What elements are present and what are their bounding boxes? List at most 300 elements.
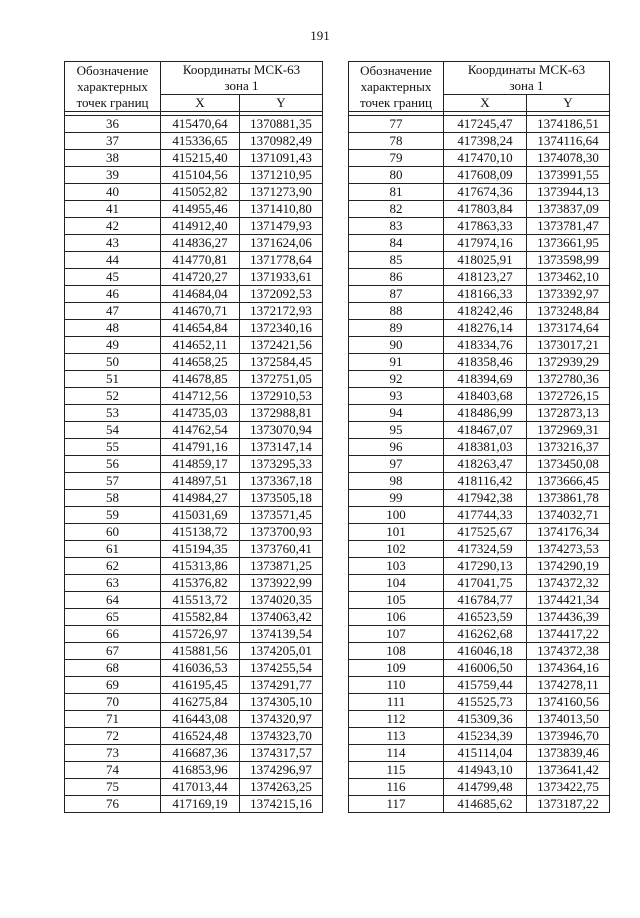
y-coordinate: 1373392,97 [527,286,610,303]
point-number: 42 [65,218,161,235]
point-label-line: характерных [360,78,432,94]
y-coordinate: 1374013,50 [527,711,610,728]
x-coordinate: 415309,36 [444,711,527,728]
x-coordinate: 415104,56 [161,167,240,184]
x-coordinate: 418467,07 [444,422,527,439]
table-row [65,694,323,711]
x-coordinate: 417169,19 [161,796,240,813]
point-number: 66 [65,626,161,643]
x-coordinate: 414685,62 [444,796,527,813]
y-coordinate: 1374255,54 [240,660,323,677]
y-coordinate: 1374372,38 [527,643,610,660]
point-number: 47 [65,303,161,320]
y-coordinate: 1374296,97 [240,762,323,779]
point-number: 64 [65,592,161,609]
table-row [65,201,323,218]
table-row [349,269,610,286]
table-row [65,405,323,422]
table-row [349,541,610,558]
coords-header [444,62,610,95]
table-row [65,524,323,541]
table-row [349,218,610,235]
table-row [349,745,610,762]
point-number: 92 [349,371,444,388]
x-coordinate: 415881,56 [161,643,240,660]
x-coordinate: 418381,03 [444,439,527,456]
y-coordinate: 1374160,56 [527,694,610,711]
point-number: 99 [349,490,444,507]
y-coordinate: 1371778,64 [240,252,323,269]
x-coordinate: 416046,18 [444,643,527,660]
table-row [349,150,610,167]
y-coordinate: 1374116,64 [527,133,610,150]
y-coordinate: 1374323,70 [240,728,323,745]
y-coordinate: 1374305,10 [240,694,323,711]
x-coordinate: 418123,27 [444,269,527,286]
table-row [65,456,323,473]
y-coordinate: 1373505,18 [240,490,323,507]
x-coordinate: 417041,75 [444,575,527,592]
y-coordinate: 1373450,08 [527,456,610,473]
point-label-line: характерных [77,78,148,94]
y-coordinate: 1372873,13 [527,405,610,422]
point-number: 43 [65,235,161,252]
x-coordinate: 418334,76 [444,337,527,354]
y-coordinate: 1373871,25 [240,558,323,575]
y-coordinate: 1371273,90 [240,184,323,201]
table-row [349,371,610,388]
table-row [349,796,610,813]
x-coordinate: 416784,77 [444,592,527,609]
table-row [65,490,323,507]
x-coordinate: 417974,16 [444,235,527,252]
table-row [65,660,323,677]
x-coordinate: 418025,91 [444,252,527,269]
point-number: 100 [349,507,444,524]
point-number: 106 [349,609,444,626]
x-coordinate: 415582,84 [161,609,240,626]
point-number: 102 [349,541,444,558]
y-coordinate: 1372172,93 [240,303,323,320]
table-row [349,320,610,337]
x-coordinate: 414791,16 [161,439,240,456]
x-coordinate: 417398,24 [444,133,527,150]
table-row [349,116,610,133]
point-number: 104 [349,575,444,592]
y-coordinate: 1372584,45 [240,354,323,371]
table-row [65,371,323,388]
point-number: 70 [65,694,161,711]
table-row [65,167,323,184]
table-row [349,507,610,524]
y-coordinate: 1373760,41 [240,541,323,558]
y-coordinate: 1374063,42 [240,609,323,626]
y-coordinate: 1373946,70 [527,728,610,745]
x-coordinate: 415525,73 [444,694,527,711]
coords-title-line: Координаты МСК-63 [467,62,586,77]
y-coordinate: 1374278,11 [527,677,610,694]
table-row [349,184,610,201]
y-coordinate: 1374139,54 [240,626,323,643]
x-coordinate: 415513,72 [161,592,240,609]
x-coordinate: 415336,65 [161,133,240,150]
x-coordinate: 414735,03 [161,405,240,422]
point-number: 112 [349,711,444,728]
x-coordinate: 418486,99 [444,405,527,422]
x-coordinate: 418358,46 [444,354,527,371]
x-coordinate: 417803,84 [444,201,527,218]
table-row [65,388,323,405]
x-coordinate: 417863,33 [444,218,527,235]
x-coordinate: 415376,82 [161,575,240,592]
table-row [349,660,610,677]
y-coordinate: 1372910,53 [240,388,323,405]
y-coordinate: 1373187,22 [527,796,610,813]
table-row [349,303,610,320]
table-row [349,558,610,575]
point-number: 103 [349,558,444,575]
point-number: 71 [65,711,161,728]
x-coordinate: 415194,35 [161,541,240,558]
point-number: 65 [65,609,161,626]
point-number: 86 [349,269,444,286]
y-coordinate: 1371624,06 [240,235,323,252]
y-coordinate: 1372092,53 [240,286,323,303]
x-coordinate: 418403,68 [444,388,527,405]
point-number: 98 [349,473,444,490]
y-coordinate: 1373248,84 [527,303,610,320]
y-coordinate: 1372780,36 [527,371,610,388]
y-coordinate: 1371933,61 [240,269,323,286]
coordinates-body-right [349,116,610,813]
y-coordinate: 1373944,13 [527,184,610,201]
point-number: 108 [349,643,444,660]
table-row [349,235,610,252]
point-number: 50 [65,354,161,371]
point-number: 81 [349,184,444,201]
x-coordinate: 418263,47 [444,456,527,473]
point-number: 97 [349,456,444,473]
point-number: 74 [65,762,161,779]
point-number: 94 [349,405,444,422]
x-coordinate: 414770,81 [161,252,240,269]
x-coordinate: 415114,04 [444,745,527,762]
x-column-header: X [161,95,240,112]
coordinates-table-left [64,61,323,813]
point-label-header [65,62,161,112]
table-row [65,541,323,558]
coordinates-table-right [348,61,610,813]
x-coordinate: 414720,27 [161,269,240,286]
table-row [349,524,610,541]
table-row [65,796,323,813]
point-number: 55 [65,439,161,456]
y-coordinate: 1373666,45 [527,473,610,490]
x-coordinate: 414897,51 [161,473,240,490]
y-coordinate: 1373781,47 [527,218,610,235]
point-label-line: Обозначение [360,62,432,78]
point-number: 60 [65,524,161,541]
y-coordinate: 1374205,01 [240,643,323,660]
x-coordinate: 416853,96 [161,762,240,779]
x-coordinate: 415726,97 [161,626,240,643]
x-coordinate: 417525,67 [444,524,527,541]
y-coordinate: 1373991,55 [527,167,610,184]
x-coordinate: 414678,85 [161,371,240,388]
y-coordinate: 1374176,34 [527,524,610,541]
y-coordinate: 1373861,78 [527,490,610,507]
table-row [65,184,323,201]
x-coordinate: 417013,44 [161,779,240,796]
x-coordinate: 414943,10 [444,762,527,779]
point-number: 39 [65,167,161,184]
y-coordinate: 1373700,93 [240,524,323,541]
point-number: 69 [65,677,161,694]
point-label-header [349,62,444,112]
point-number: 111 [349,694,444,711]
table-row [65,320,323,337]
point-number: 89 [349,320,444,337]
y-coordinate: 1374078,30 [527,150,610,167]
y-coordinate: 1373174,64 [527,320,610,337]
point-number: 113 [349,728,444,745]
x-coordinate: 416524,48 [161,728,240,745]
table-row [65,626,323,643]
coords-header [161,62,323,95]
point-number: 75 [65,779,161,796]
table-row [65,269,323,286]
table-row [349,592,610,609]
y-coordinate: 1374421,34 [527,592,610,609]
point-number: 41 [65,201,161,218]
y-coordinate: 1372726,15 [527,388,610,405]
table-row [65,439,323,456]
table-row [65,592,323,609]
y-coordinate: 1373422,75 [527,779,610,796]
y-coordinate: 1373216,37 [527,439,610,456]
table-row [65,575,323,592]
x-coordinate: 414984,27 [161,490,240,507]
table-row [65,354,323,371]
x-coordinate: 415052,82 [161,184,240,201]
y-coordinate: 1373147,14 [240,439,323,456]
point-number: 36 [65,116,161,133]
x-coordinate: 414654,84 [161,320,240,337]
x-coordinate: 417290,13 [444,558,527,575]
y-coordinate: 1374364,16 [527,660,610,677]
point-number: 87 [349,286,444,303]
x-coordinate: 417674,36 [444,184,527,201]
y-coordinate: 1372340,16 [240,320,323,337]
point-number: 82 [349,201,444,218]
table-row [349,354,610,371]
table-row [65,473,323,490]
table-row [349,626,610,643]
y-coordinate: 1372988,81 [240,405,323,422]
table-row [349,575,610,592]
y-column-header: Y [240,95,323,112]
table-row [65,779,323,796]
y-coordinate: 1370982,49 [240,133,323,150]
table-row [349,201,610,218]
point-number: 78 [349,133,444,150]
table-row [349,728,610,745]
table-row [349,422,610,439]
point-number: 73 [65,745,161,762]
table-row [349,405,610,422]
x-coordinate: 418242,46 [444,303,527,320]
y-coordinate: 1373837,09 [527,201,610,218]
point-number: 61 [65,541,161,558]
point-number: 48 [65,320,161,337]
point-number: 83 [349,218,444,235]
y-coordinate: 1372421,56 [240,337,323,354]
point-number: 115 [349,762,444,779]
x-coordinate: 414836,27 [161,235,240,252]
table-row [349,456,610,473]
table-row [349,252,610,269]
y-coordinate: 1374291,77 [240,677,323,694]
x-coordinate: 416443,08 [161,711,240,728]
x-coordinate: 415470,64 [161,116,240,133]
x-coordinate: 418116,42 [444,473,527,490]
x-coordinate: 415313,86 [161,558,240,575]
table-row [65,609,323,626]
point-number: 57 [65,473,161,490]
table-row [65,728,323,745]
table-row [349,337,610,354]
point-number: 95 [349,422,444,439]
point-number: 37 [65,133,161,150]
coordinates-body-left [65,116,323,813]
table-row [65,133,323,150]
x-coordinate: 415759,44 [444,677,527,694]
point-number: 44 [65,252,161,269]
coords-title-line: зона 1 [509,78,544,93]
x-coordinate: 414712,56 [161,388,240,405]
x-coordinate: 417942,38 [444,490,527,507]
table-row [349,694,610,711]
point-number: 107 [349,626,444,643]
x-coordinate: 418276,14 [444,320,527,337]
y-coordinate: 1373295,33 [240,456,323,473]
point-number: 77 [349,116,444,133]
table-row [65,116,323,133]
table-row [349,473,610,490]
point-number: 45 [65,269,161,286]
table-row [349,677,610,694]
point-number: 68 [65,660,161,677]
y-coordinate: 1373462,10 [527,269,610,286]
point-number: 49 [65,337,161,354]
table-row [65,677,323,694]
x-coordinate: 415138,72 [161,524,240,541]
table-row [65,711,323,728]
point-label-line: точек границ [76,94,149,110]
table-row [65,303,323,320]
table-row [349,133,610,150]
point-number: 114 [349,745,444,762]
table-row [65,762,323,779]
x-coordinate: 417470,10 [444,150,527,167]
table-row [349,439,610,456]
y-coordinate: 1374032,71 [527,507,610,524]
y-coordinate: 1372969,31 [527,422,610,439]
table-row [65,150,323,167]
point-number: 101 [349,524,444,541]
point-number: 116 [349,779,444,796]
point-number: 53 [65,405,161,422]
y-coordinate: 1374273,53 [527,541,610,558]
point-label-line: точек границ [359,94,433,110]
x-coordinate: 416262,68 [444,626,527,643]
point-number: 58 [65,490,161,507]
table-row [349,643,610,660]
point-number: 93 [349,388,444,405]
point-number: 91 [349,354,444,371]
table-row [65,558,323,575]
table-row [349,286,610,303]
y-coordinate: 1374372,32 [527,575,610,592]
table-row [349,167,610,184]
y-coordinate: 1374320,97 [240,711,323,728]
y-coordinate: 1374020,35 [240,592,323,609]
x-coordinate: 418166,33 [444,286,527,303]
table-row [65,507,323,524]
table-row [65,218,323,235]
table-row [349,609,610,626]
x-coordinate: 414670,71 [161,303,240,320]
y-coordinate: 1374436,39 [527,609,610,626]
point-number: 62 [65,558,161,575]
x-coordinate: 414912,40 [161,218,240,235]
coords-title-line: Координаты МСК-63 [182,62,301,77]
table-row [349,762,610,779]
point-number: 72 [65,728,161,745]
y-coordinate: 1371210,95 [240,167,323,184]
table-row [349,490,610,507]
y-coordinate: 1374186,51 [527,116,610,133]
point-number: 84 [349,235,444,252]
x-coordinate: 417744,33 [444,507,527,524]
point-label-line: Обозначение [76,62,149,78]
point-number: 40 [65,184,161,201]
y-coordinate: 1374290,19 [527,558,610,575]
x-coordinate: 414684,04 [161,286,240,303]
x-coordinate: 414799,48 [444,779,527,796]
y-coordinate: 1371410,80 [240,201,323,218]
x-coordinate: 414652,11 [161,337,240,354]
x-coordinate: 414762,54 [161,422,240,439]
table-row [349,779,610,796]
x-coordinate: 417608,09 [444,167,527,184]
y-coordinate: 1373661,95 [527,235,610,252]
point-number: 85 [349,252,444,269]
y-coordinate: 1371091,43 [240,150,323,167]
point-number: 110 [349,677,444,694]
point-number: 52 [65,388,161,405]
table-row [349,711,610,728]
y-coordinate: 1373922,99 [240,575,323,592]
point-number: 59 [65,507,161,524]
y-coordinate: 1373367,18 [240,473,323,490]
y-coordinate: 1373641,42 [527,762,610,779]
table-row [65,235,323,252]
y-coordinate: 1372939,29 [527,354,610,371]
y-coordinate: 1373070,94 [240,422,323,439]
point-number: 56 [65,456,161,473]
point-number: 105 [349,592,444,609]
